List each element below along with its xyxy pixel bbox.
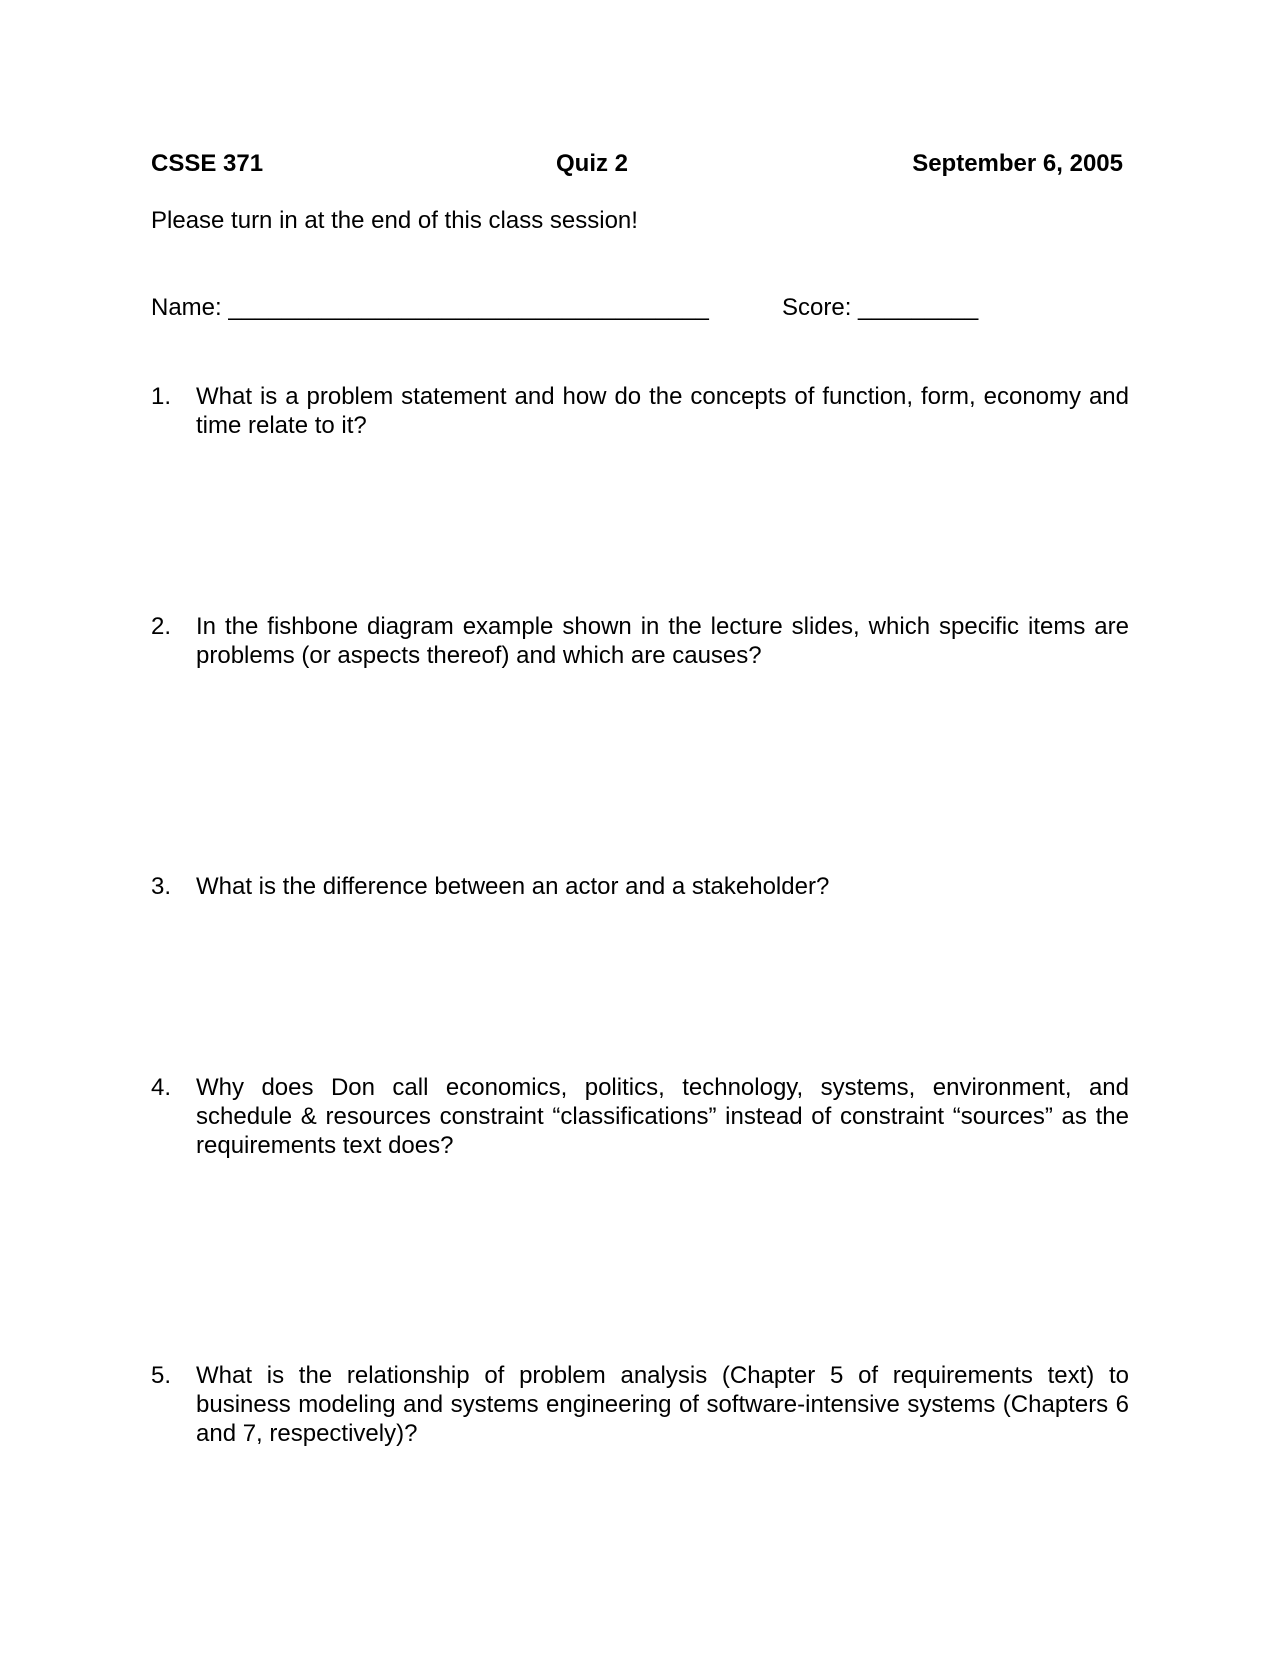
question-number: 2.	[151, 613, 172, 640]
quiz-date: September 6, 2005	[912, 150, 1123, 177]
question-item	[151, 872, 1129, 901]
question-text: What is a problem statement and how do the concepts of function, form, economy and time relate to it?	[196, 383, 1129, 439]
question-item	[151, 1073, 1129, 1160]
name-field-line: Name: ____________________________________	[151, 294, 709, 321]
question-item	[151, 1361, 1129, 1448]
quiz-header	[151, 150, 1123, 182]
question-number: 4.	[151, 1074, 172, 1101]
question-text: In the fishbone diagram example shown in the lecture slides, which specific items are problems (or aspects thereof) and which are causes?	[196, 613, 1129, 669]
question-item	[151, 612, 1129, 670]
question-text: What is the difference between an actor and a stakeholder?	[196, 873, 830, 900]
course-code: CSSE 371	[151, 150, 264, 177]
score-field-line: Score: _________	[782, 294, 979, 321]
question-text: What is the relationship of problem analysis (Chapter 5 of requirements text) to business modeling and systems engineering of software-intensive systems (Chapters 6 and 7, respectively)?	[196, 1362, 1129, 1447]
instruction-text: Please turn in at the end of this class session!	[151, 207, 638, 234]
question-number: 1.	[151, 383, 172, 410]
question-number: 5.	[151, 1362, 172, 1389]
question-item	[151, 382, 1129, 440]
question-number: 3.	[151, 873, 172, 900]
question-text: Why does Don call economics, politics, technology, systems, environment, and schedule & resources constraint “classifications” instead of constraint “sources” as the requirements text does?	[196, 1074, 1129, 1159]
quiz-title: Quiz 2	[556, 150, 629, 177]
